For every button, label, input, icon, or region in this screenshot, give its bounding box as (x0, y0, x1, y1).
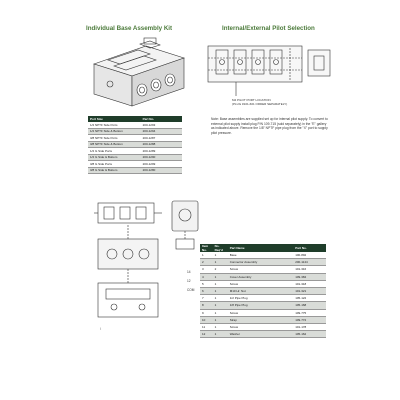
table-row (200, 331, 326, 338)
quantity-cell: 1 (213, 309, 228, 316)
port-size-cell: 3/8 G Side Ports (88, 161, 141, 168)
part-name-cell: Washer (228, 331, 294, 338)
part-name-cell: M10 Hr. Nut (228, 287, 294, 294)
base-kit-table (88, 116, 182, 174)
table-row (88, 167, 182, 174)
part-name-cell: Cover Assembly (228, 273, 294, 280)
item-number-cell: 5 (200, 280, 213, 287)
table-row (200, 295, 326, 302)
part-number-cell: 200-1289 (141, 148, 182, 155)
pilot-section-title: Internal/External Pilot Selection (222, 25, 315, 32)
column-header: Part No. (141, 116, 182, 122)
quantity-cell: 1 (213, 287, 228, 294)
part-name-cell: Connector Assembly (228, 259, 294, 266)
part-number-cell: 105-162 (293, 331, 326, 338)
part-number-cell: 109-772 (293, 316, 326, 323)
item-number-cell: 9 (200, 309, 213, 316)
part-number-cell: 200-1294 (141, 128, 182, 135)
part-name-cell: Base (228, 252, 294, 259)
quantity-cell: 1 (213, 302, 228, 309)
margin-mark: \ (100, 326, 102, 331)
part-number-cell: 101-316 (293, 266, 326, 273)
part-name-cell: 1/2 Pipe Plug (228, 295, 294, 302)
part-number-cell: 101-321 (293, 287, 326, 294)
table-row (200, 316, 326, 323)
item-number-cell: 3 (200, 266, 213, 273)
part-number-cell: 109-384 (293, 273, 326, 280)
port-size-cell: 1/2 G Side Ports (88, 148, 141, 155)
parts-list-table (200, 244, 326, 338)
part-number-cell: 101-178 (293, 323, 326, 330)
quantity-cell: 1 (213, 273, 228, 280)
column-header: Part No. (293, 244, 326, 252)
column-header: Port Size (88, 116, 141, 122)
port-size-cell: 1/2 NPTF Side Ports (88, 122, 141, 128)
part-name-cell: 1/8 Pipe Plug (228, 302, 294, 309)
quantity-cell: 1 (213, 295, 228, 302)
pilot-port-label-line2: (PLUG #101-601 ORDER SEPARATELY) (232, 102, 288, 106)
table-row (200, 302, 326, 309)
port-size-cell: 1/2 NPTF Side & Bottom (88, 128, 141, 135)
part-number-cell: 200-1290 (141, 154, 182, 161)
part-number-cell: 101-318 (293, 280, 326, 287)
item-number-cell: 10 (200, 316, 213, 323)
part-number-cell: 200-1280 (141, 167, 182, 174)
column-header: Item No. (200, 244, 213, 252)
quantity-cell: 1 (213, 252, 228, 259)
port-size-cell: 1/2 G Side & Bottom (88, 154, 141, 161)
pilot-note: Note: Base assemblies are supplied set up for internal pilot supply. To convert to external pilot supply install plug P/N 109-715 (sold separately) in the "E" gallery as indicated above. Remove the 1/8" NPTF pipe plug from the "X" port to supply pilot pressure. (211, 117, 328, 135)
side-label: 14 (187, 270, 191, 274)
pilot-port-label-line1: M4 PILOT PORT LOCATION (232, 98, 271, 102)
part-name-cell: Screw (228, 280, 294, 287)
item-number-cell: 6 (200, 287, 213, 294)
side-label: 12 (187, 279, 191, 283)
item-number-cell: 8 (200, 302, 213, 309)
part-number-cell: 109-775 (293, 309, 326, 316)
table-row (200, 323, 326, 330)
side-label: COM (187, 288, 195, 292)
item-number-cell: 1 (200, 252, 213, 259)
quantity-cell: 1 (213, 323, 228, 330)
port-size-cell: 3/8 NPTF Side & Bottom (88, 141, 141, 148)
part-number-cell: 105-168 (293, 302, 326, 309)
part-number-cell: 105-122 (293, 295, 326, 302)
base-assembly-drawing (88, 36, 188, 112)
quantity-cell: 1 (213, 259, 228, 266)
table-row (200, 273, 326, 280)
part-number-cell: 200-1293 (141, 122, 182, 128)
part-number-cell: 200-1299 (141, 161, 182, 168)
table-row (200, 259, 326, 266)
table-row (200, 266, 326, 273)
pilot-selection-drawing (206, 38, 332, 98)
part-number-cell: 100-892 (293, 252, 326, 259)
part-name-cell: Strap (228, 316, 294, 323)
table-row (200, 280, 326, 287)
item-number-cell: 11 (200, 323, 213, 330)
part-number-cell: 200-1287 (141, 135, 182, 142)
part-name-cell: Screw (228, 323, 294, 330)
table-header-row (200, 244, 326, 252)
quantity-cell: 1 (213, 316, 228, 323)
exploded-view-drawing (92, 195, 204, 333)
pilot-port-label (232, 98, 287, 106)
table-row (200, 252, 326, 259)
item-number-cell: 4 (200, 273, 213, 280)
kit-section-title: Individual Base Assembly Kit (86, 25, 173, 32)
table-row (200, 287, 326, 294)
part-name-cell: Screw (228, 309, 294, 316)
table-row (200, 309, 326, 316)
part-name-cell: Screw (228, 266, 294, 273)
part-number-cell: 200-1288 (141, 141, 182, 148)
port-size-cell: 3/8 NPTF Side Ports (88, 135, 141, 142)
column-header: No. Req'd (213, 244, 228, 252)
quantity-cell: 2 (213, 266, 228, 273)
item-number-cell: 2 (200, 259, 213, 266)
quantity-cell: 1 (213, 280, 228, 287)
port-size-cell: 3/8 G Side & Bottom (88, 167, 141, 174)
item-number-cell: 12 (200, 331, 213, 338)
part-number-cell: 200-1144 (293, 259, 326, 266)
item-number-cell: 7 (200, 295, 213, 302)
column-header: Part Name (228, 244, 294, 252)
quantity-cell: 1 (213, 331, 228, 338)
